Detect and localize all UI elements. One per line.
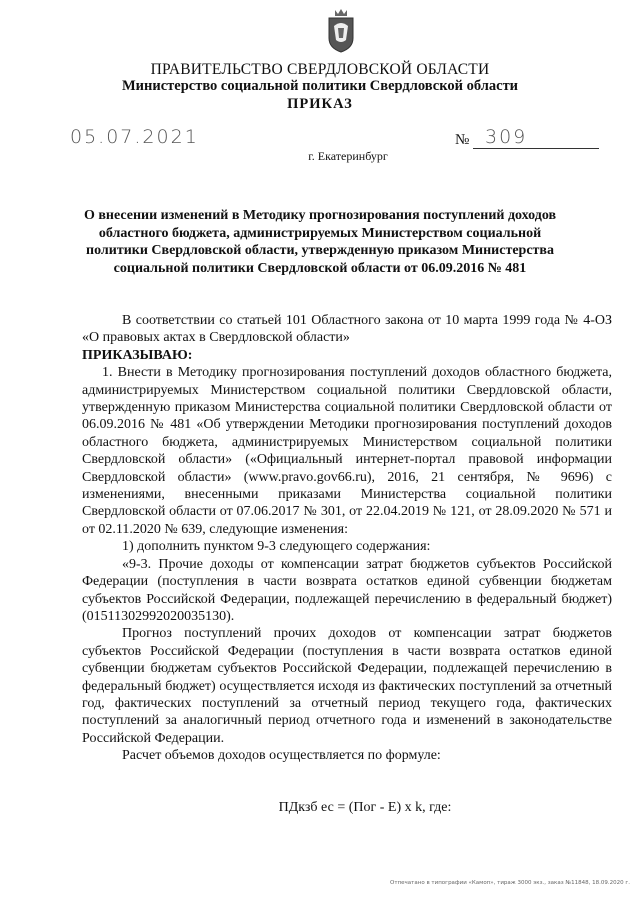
order-number: 309	[485, 126, 528, 148]
formula: ПДкзб ес = (Пог - Е) x k, где:	[278, 800, 452, 815]
document-type: ПРИКАЗ	[287, 96, 353, 112]
coat-of-arms-emblem-icon	[326, 6, 356, 54]
item-1: 1. Внести в Методику прогнозирования поступлений доходов областного бюджета, администрируемых Министерством социальной политики Свердловской области, утвержденную приказом Министерства социальной политики Свердловской области от 06.09.2016 № 481 «Об утверждении Методики прогнозирования поступлений доходов областного бюджета, администрируемых Министерством социальной политики Свердловской области» («Официальный интернет-портал правовой информации Свердловской области» (www.pravo.gov66.ru), 2016, 21 сентября, № 9696) с изменениями, внесенными приказами Министерства социальной политики Свердловской области от 07.06.2017 № 301, от 22.04.2019 № 121, от 28.09.2020 № 571 и от 02.11.2020 № 639, следующие изменения:	[82, 365, 612, 537]
order-word: ПРИКАЗЫВАЮ:	[82, 347, 193, 363]
government-name: ПРАВИТЕЛЬСТВО СВЕРДЛОВСКОЙ ОБЛАСТИ	[150, 61, 490, 78]
number-label: №	[455, 132, 470, 148]
calc-paragraph: Расчет объемов доходов осуществляется по формуле:	[122, 748, 441, 764]
ministry-name: Министерство социальной политики Свердловской области	[121, 78, 519, 94]
document-title: О внесении изменений в Методику прогнозирования поступлений доходов областного бюджета, администрируемых Министерством социальной политики Свердловской области, утвержденную приказом Министерства социальной политики Свердловской области от 06.09.2016 № 481	[83, 208, 557, 276]
body-text	[82, 312, 612, 765]
city: г. Екатеринбург	[308, 149, 388, 163]
quoted-clause: «9-3. Прочие доходы от компенсации затрат бюджетов субъектов Российской Федерации (поступления в части возврата остатков единой субвенции бюджетам субъектов Российской Федерации, подлежащей перечислению в федеральный бюджет) (01511302992020035130).	[82, 556, 612, 624]
order-date: 05.07.2021	[70, 126, 199, 148]
subitem-1: 1) дополнить пунктом 9-3 следующего содержания:	[122, 539, 431, 555]
print-footer: Отпечатано в типографии «Камоп», тираж 3000 экз., заказ №11848, 18.09.2020 г.	[390, 880, 630, 886]
preamble: В соответствии со статьей 101 Областного закона от 10 марта 1999 года № 4-ОЗ «О правовых актах в Свердловской области»	[82, 313, 612, 346]
forecast-paragraph: Прогноз поступлений прочих доходов от компенсации затрат бюджетов субъектов Российской Федерации (поступления в части возврата остатков единой субвенции бюджетам субъектов Российской Федерации, подлежащей перечислению в федеральный бюджет) осуществляется исходя из фактических поступлений за отчетный год, фактических поступлений за отчетный период текущего года, фактических поступлений за аналогичный период отчетного года и изменений в законодательстве Российской Федерации.	[82, 626, 612, 746]
